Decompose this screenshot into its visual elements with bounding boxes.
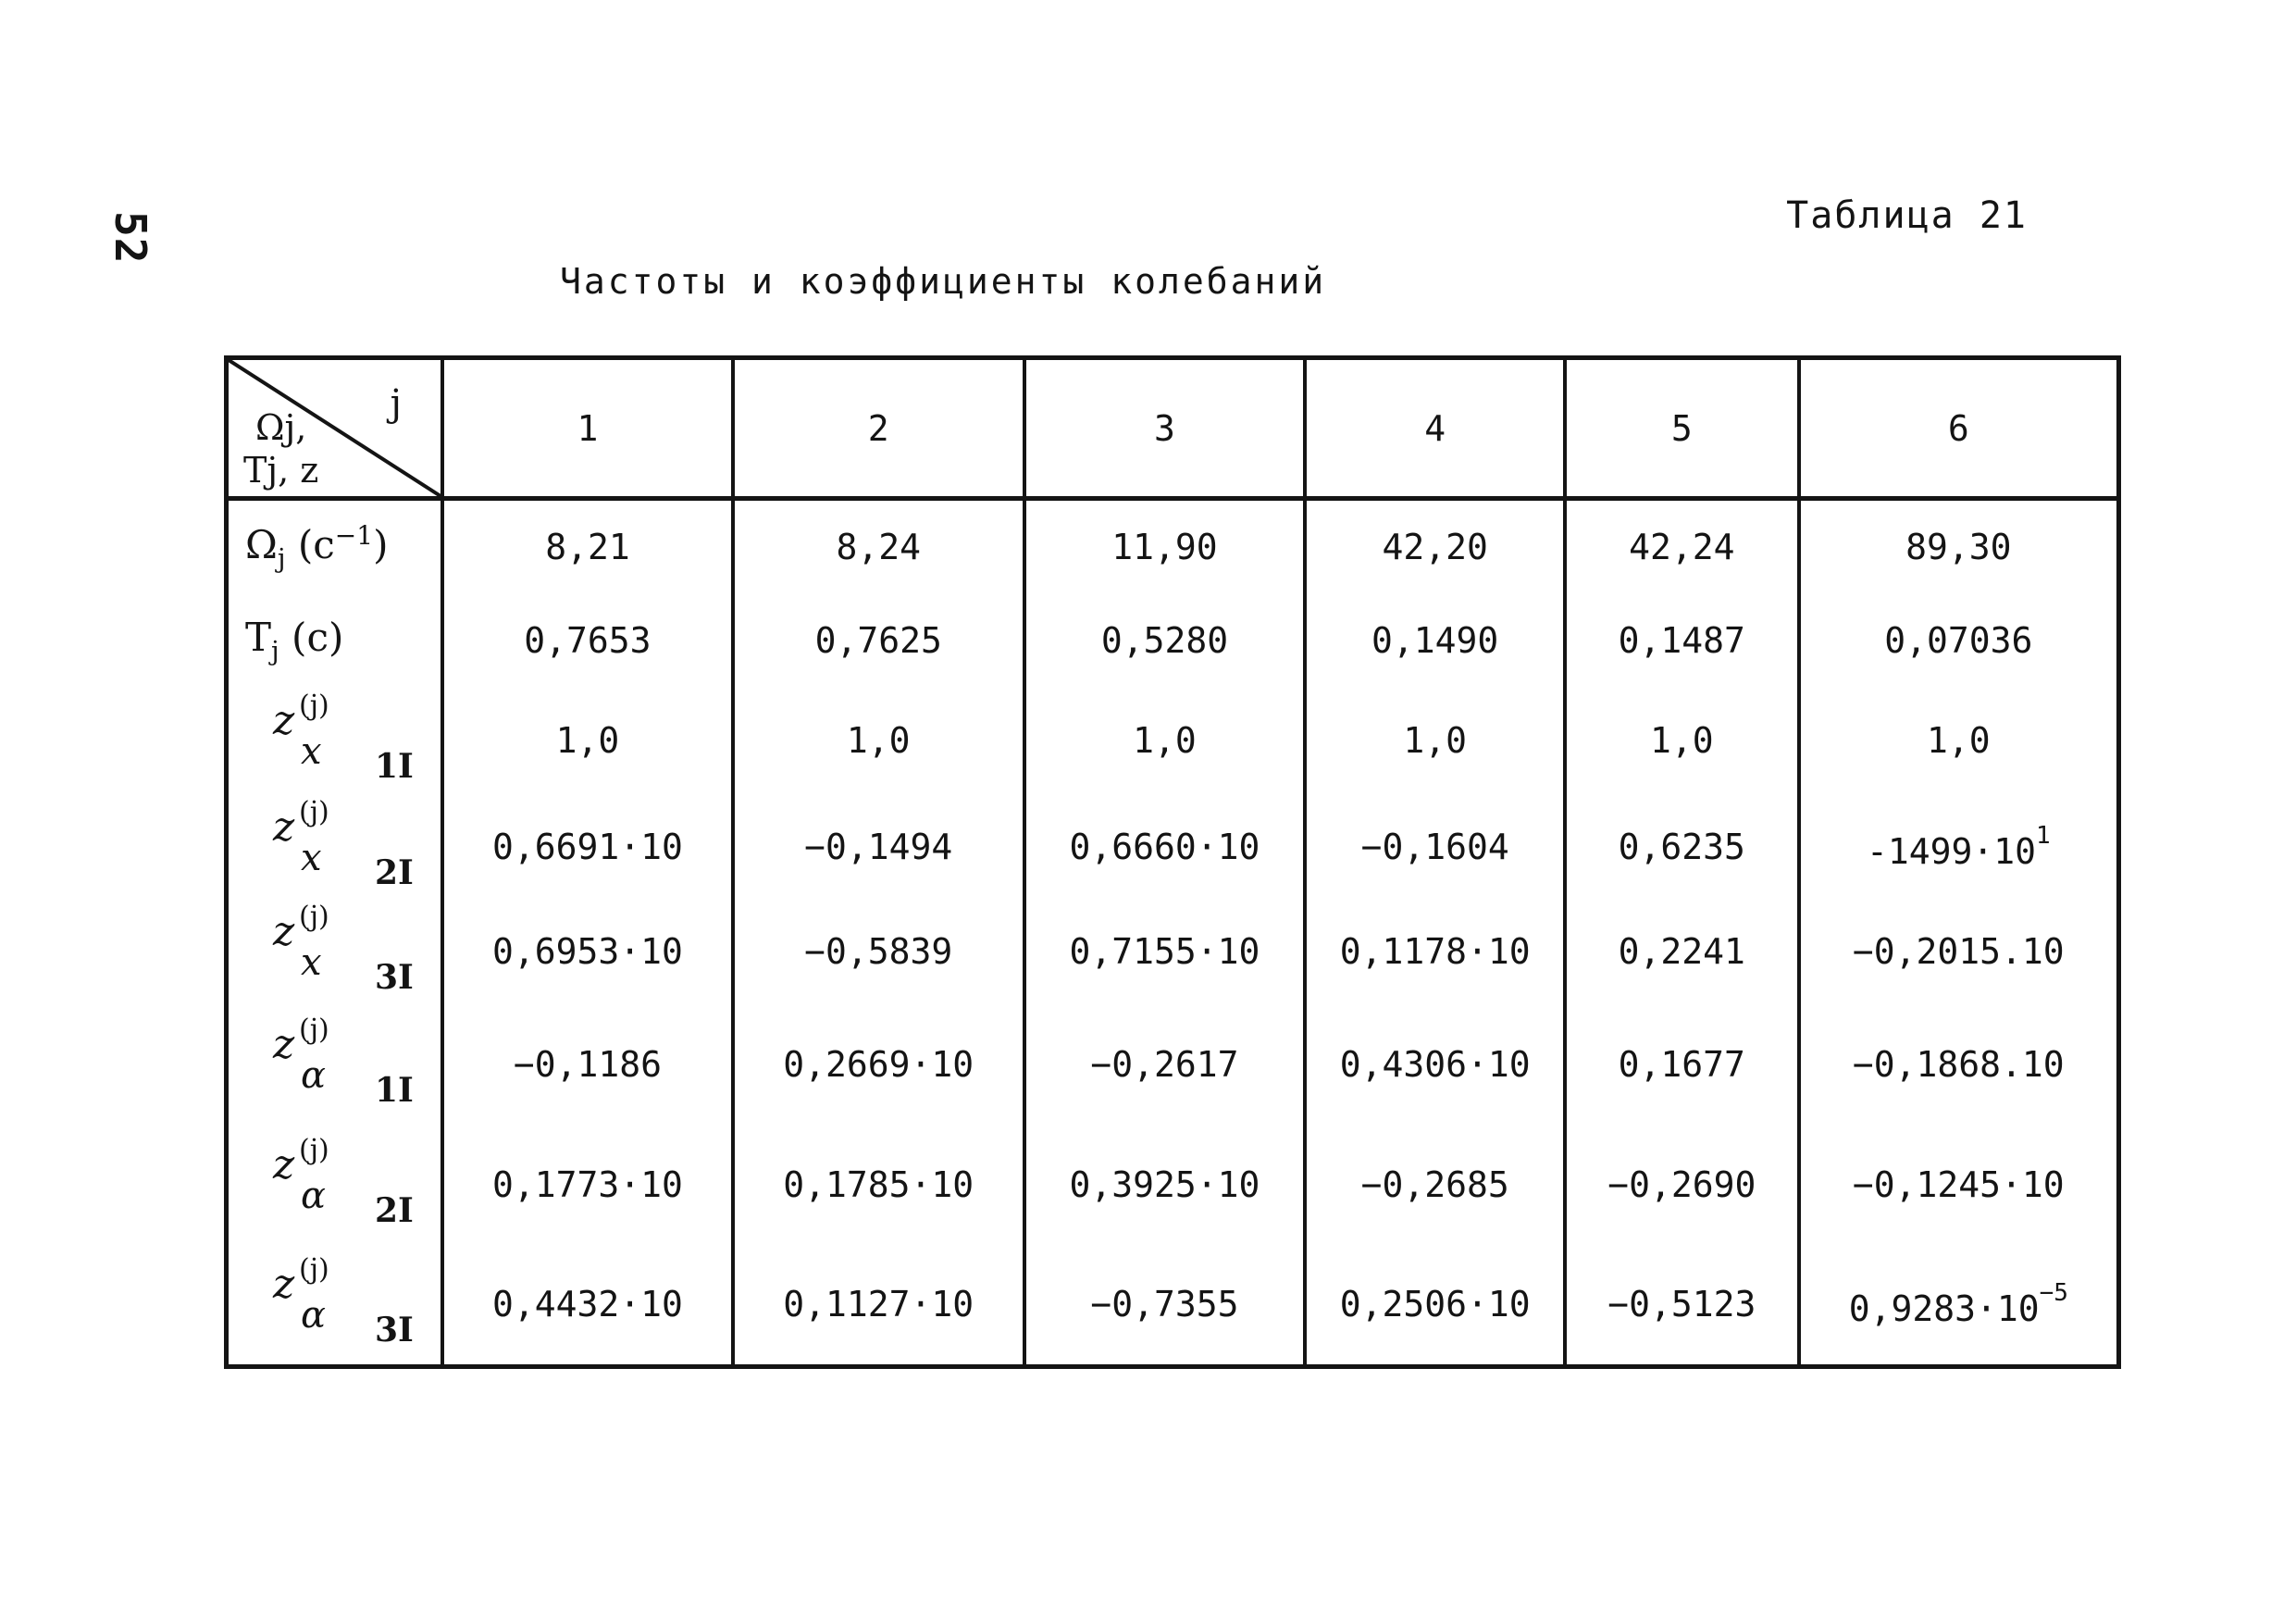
- corner-row-label-2: Tj, z: [243, 450, 319, 491]
- row-z3: [227, 900, 2119, 1004]
- table-cell: 0,07036: [1799, 593, 2119, 688]
- table-cell: 0,6660·10: [1024, 794, 1306, 901]
- row-head-z6: z (j) α 3I: [227, 1243, 443, 1366]
- row-head-T: $T_j$ (c): [227, 593, 443, 688]
- table-cell: 0,6953·10: [442, 900, 733, 1004]
- table-cell: 42,24: [1565, 499, 1799, 593]
- table-cell: 8,24: [733, 499, 1024, 593]
- table-cell: 1,0: [1565, 688, 1799, 794]
- col-header-4: 4: [1305, 358, 1565, 499]
- corner-row-label: [243, 406, 318, 491]
- table-cell: 0,2241: [1565, 900, 1799, 1004]
- header-row: [227, 358, 2119, 499]
- table-cell: 42,20: [1305, 499, 1565, 593]
- table-cell: 11,90: [1024, 499, 1306, 593]
- exponent: −5: [2039, 1278, 2068, 1307]
- row-z4: [227, 1004, 2119, 1126]
- table-cell: 0,1127·10: [733, 1243, 1024, 1366]
- table-cell: 0,4306·10: [1305, 1004, 1565, 1126]
- table-label: Таблица 21: [1786, 194, 2028, 237]
- table-cell: 1,0: [1305, 688, 1565, 794]
- table-cell: −0,1245·10: [1799, 1126, 2119, 1244]
- table-cell: $0,9283\cdot 10^{-5}$: [1799, 1243, 2119, 1366]
- table-cell: 1,0: [1024, 688, 1306, 794]
- table-cell: $-1499\cdot 10^1$: [1799, 794, 2119, 901]
- row-head-z1: z (j) x 1I: [227, 688, 443, 794]
- row-z6: [227, 1243, 2119, 1366]
- table-cell: 0,7653: [442, 593, 733, 688]
- col-header-2: 2: [733, 358, 1024, 499]
- table-cell: −0,5839: [733, 900, 1024, 1004]
- exponent: 1: [2035, 821, 2051, 850]
- col-header-5: 5: [1565, 358, 1799, 499]
- row-z1: [227, 688, 2119, 794]
- table-cell: 0,1490: [1305, 593, 1565, 688]
- table-cell: −0,2685: [1305, 1126, 1565, 1244]
- row-T: [227, 593, 2119, 688]
- table-cell: −0,5123: [1565, 1243, 1799, 1366]
- row-z2: [227, 794, 2119, 901]
- row-head-z2: z (j) x 2I: [227, 794, 443, 901]
- table-cell: 1,0: [442, 688, 733, 794]
- table-cell: 0,4432·10: [442, 1243, 733, 1366]
- table-cell: 0,3925·10: [1024, 1126, 1306, 1244]
- table-cell: −0,2690: [1565, 1126, 1799, 1244]
- col-header-1: 1: [442, 358, 733, 499]
- table-cell: 8,21: [442, 499, 733, 593]
- table-cell: 0,6691·10: [442, 794, 733, 901]
- page-number: 52: [105, 211, 155, 265]
- table-cell: 0,7625: [733, 593, 1024, 688]
- row-head-omega: $\Omega_j$ $(c^{-1})$: [227, 499, 443, 593]
- table-cell: 89,30: [1799, 499, 2119, 593]
- col-header-6: 6: [1799, 358, 2119, 499]
- row-head-z5: z (j) α 2I: [227, 1126, 443, 1244]
- corner-row-label-1: Ωj,: [254, 407, 307, 448]
- corner-col-label: j: [390, 382, 403, 425]
- table-container: [224, 355, 2121, 1369]
- table-cell: 0,2506·10: [1305, 1243, 1565, 1366]
- table-cell: 0,2669·10: [733, 1004, 1024, 1126]
- row-head-z3: z (j) x 3I: [227, 900, 443, 1004]
- table-cell: −0,7355: [1024, 1243, 1306, 1366]
- table-cell: −0,1604: [1305, 794, 1565, 901]
- frequency-table: [224, 355, 2121, 1369]
- table-title: Частоты и коэффициенты колебаний: [560, 261, 1327, 302]
- table-cell: −0,1868.10: [1799, 1004, 2119, 1126]
- col-header-3: 3: [1024, 358, 1306, 499]
- table-cell: 1,0: [733, 688, 1024, 794]
- table-cell: 0,7155·10: [1024, 900, 1306, 1004]
- row-omega: [227, 499, 2119, 593]
- row-z5: [227, 1126, 2119, 1244]
- table-cell: −0,1494: [733, 794, 1024, 901]
- table-cell: 0,1178·10: [1305, 900, 1565, 1004]
- table-cell: 0,1487: [1565, 593, 1799, 688]
- table-cell: 1,0: [1799, 688, 2119, 794]
- table-cell: 0,1773·10: [442, 1126, 733, 1244]
- table-cell: 0,5280: [1024, 593, 1306, 688]
- table-cell: −0,2015.10: [1799, 900, 2119, 1004]
- table-cell: 0,1785·10: [733, 1126, 1024, 1244]
- table-cell: 0,1677: [1565, 1004, 1799, 1126]
- row-head-z4: z (j) α 1I: [227, 1004, 443, 1126]
- corner-cell: [227, 358, 443, 499]
- table-cell: −0,1186: [442, 1004, 733, 1126]
- table-cell: 0,6235: [1565, 794, 1799, 901]
- table-cell: −0,2617: [1024, 1004, 1306, 1126]
